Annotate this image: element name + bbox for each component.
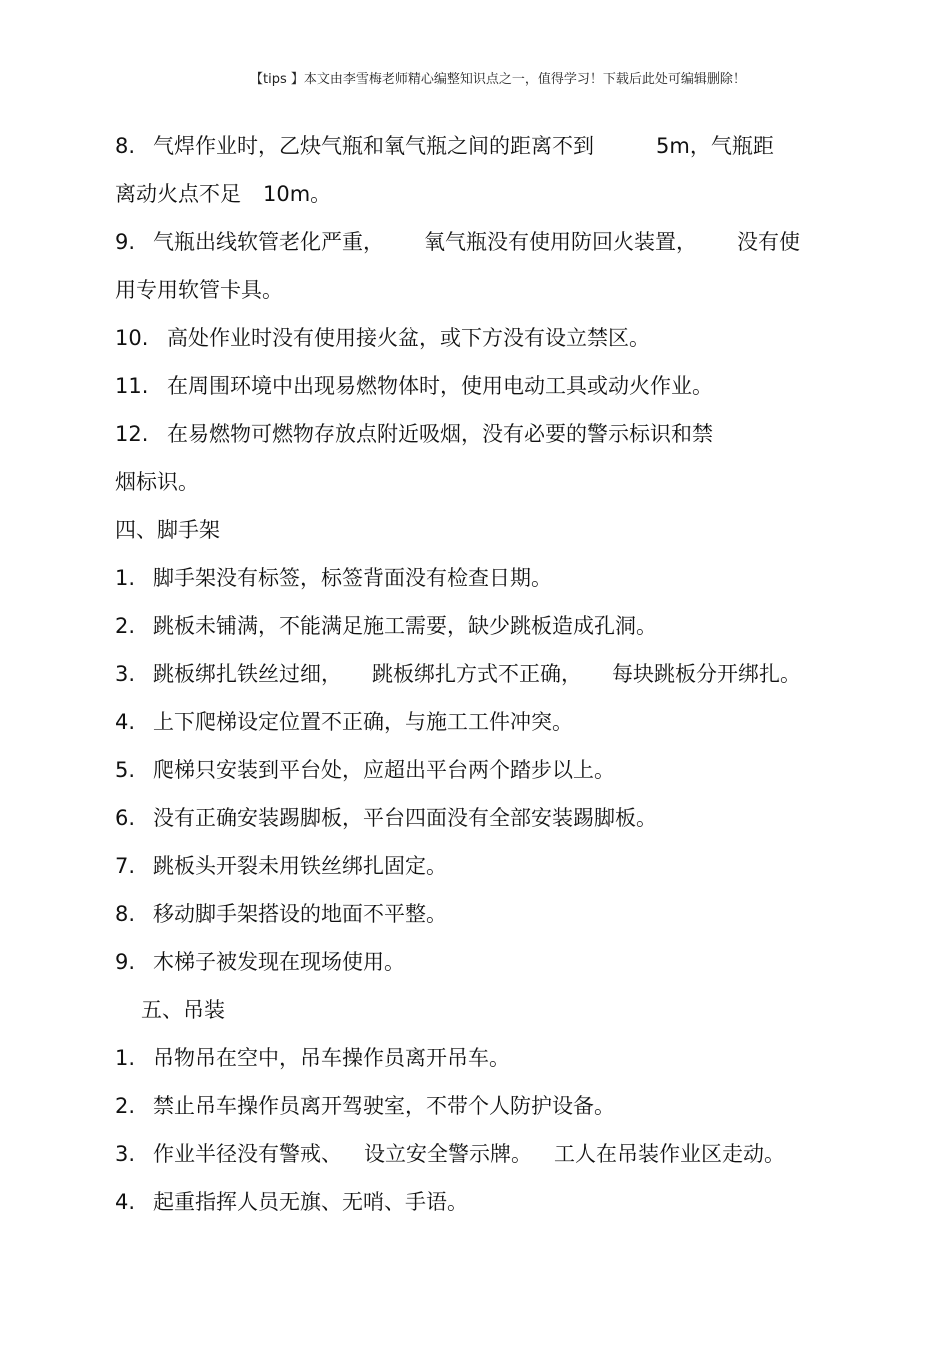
- item-text: 跳板绑扎铁丝过细，: [153, 662, 342, 686]
- item-text: 在易燃物可燃物存放点附近吸烟，没有必要的警示标识和禁: [167, 422, 713, 446]
- item-text: 工人在吊装作业区走动。: [554, 1142, 785, 1166]
- item-text: 跳板头开裂未用铁丝绑扎固定。: [153, 854, 447, 878]
- item-number: 9.: [115, 950, 136, 974]
- list-item-s4-6: [115, 798, 835, 846]
- item-text: 在周围环境中出现易燃物体时，使用电动工具或动火作业。: [167, 374, 713, 398]
- section-heading-4: 四、脚手架: [115, 518, 220, 542]
- item-number: 6.: [115, 806, 136, 830]
- item-text: 每块跳板分开绑扎。: [612, 662, 801, 686]
- list-item-9-cont: [115, 270, 835, 318]
- item-text: 设立安全警示牌。: [364, 1142, 532, 1166]
- section-heading-5: 五、吊装: [141, 998, 225, 1022]
- header-tips: 【tips 】本文由李雪梅老师精心编整知识点之一，值得学习！下载后此处可编辑删除！: [250, 72, 746, 87]
- item-text: 离动火点不足: [115, 182, 241, 206]
- item-number: 11.: [115, 374, 149, 398]
- list-item-10: [115, 318, 835, 366]
- item-number: 8.: [115, 134, 136, 158]
- item-text: 脚手架没有标签，标签背面没有检查日期。: [153, 566, 552, 590]
- list-item-s4-3: [115, 654, 835, 702]
- document-body: [115, 126, 835, 1230]
- item-text: 10m。: [263, 182, 332, 206]
- item-number: 4.: [115, 710, 136, 734]
- list-item-8: [115, 126, 835, 174]
- item-text: 跳板绑扎方式不正确，: [372, 662, 582, 686]
- item-text: 移动脚手架搭设的地面不平整。: [153, 902, 447, 926]
- list-item-s5-4: [115, 1182, 835, 1230]
- item-text: 烟标识。: [115, 470, 199, 494]
- list-item-12-cont: [115, 462, 835, 510]
- item-text: 氧气瓶没有使用防回火装置，: [424, 230, 697, 254]
- list-item-s4-2: [115, 606, 835, 654]
- item-number: 4.: [115, 1190, 136, 1214]
- item-number: 10.: [115, 326, 149, 350]
- item-text: 作业半径没有警戒、: [153, 1142, 342, 1166]
- item-number: 5.: [115, 758, 136, 782]
- item-number: 9.: [115, 230, 136, 254]
- item-number: 2.: [115, 614, 136, 638]
- item-number: 2.: [115, 1094, 136, 1118]
- list-item-s5-1: [115, 1038, 835, 1086]
- item-number: 8.: [115, 902, 136, 926]
- item-text: 没有正确安装踢脚板，平台四面没有全部安装踢脚板。: [153, 806, 657, 830]
- item-text: 吊物吊在空中，吊车操作员离开吊车。: [153, 1046, 510, 1070]
- list-item-s4-5: [115, 750, 835, 798]
- item-text: 起重指挥人员无旗、无哨、手语。: [153, 1190, 468, 1214]
- list-item-8-cont: [115, 174, 835, 222]
- item-text: 上下爬梯设定位置不正确，与施工工件冲突。: [153, 710, 573, 734]
- item-number: 3.: [115, 662, 136, 686]
- list-item-11: [115, 366, 835, 414]
- list-item-s4-8: [115, 894, 835, 942]
- item-text: 爬梯只安装到平台处，应超出平台两个踏步以上。: [153, 758, 615, 782]
- list-item-s5-3: [115, 1134, 835, 1182]
- item-number: 3.: [115, 1142, 136, 1166]
- item-text: 木梯子被发现在现场使用。: [153, 950, 405, 974]
- list-item-12: [115, 414, 835, 462]
- item-number: 7.: [115, 854, 136, 878]
- list-item-9: [115, 222, 835, 270]
- item-text: 跳板未铺满，不能满足施工需要，缺少跳板造成孔洞。: [153, 614, 657, 638]
- item-text: 气瓶出线软管老化严重，: [153, 230, 384, 254]
- item-text: 没有使: [737, 230, 800, 254]
- item-number: 1.: [115, 566, 136, 590]
- list-item-s4-1: [115, 558, 835, 606]
- item-text: 用专用软管卡具。: [115, 278, 283, 302]
- list-item-s4-7: [115, 846, 835, 894]
- item-number: 12.: [115, 422, 149, 446]
- list-item-s4-4: [115, 702, 835, 750]
- item-number: 1.: [115, 1046, 136, 1070]
- item-text: 高处作业时没有使用接火盆，或下方没有设立禁区。: [167, 326, 650, 350]
- item-text: 5m，气瓶距: [656, 134, 774, 158]
- item-text: 气焊作业时，乙炔气瓶和氧气瓶之间的距离不到: [153, 134, 594, 158]
- item-text: 禁止吊车操作员离开驾驶室，不带个人防护设备。: [153, 1094, 615, 1118]
- list-item-s5-2: [115, 1086, 835, 1134]
- list-item-s4-9: [115, 942, 835, 990]
